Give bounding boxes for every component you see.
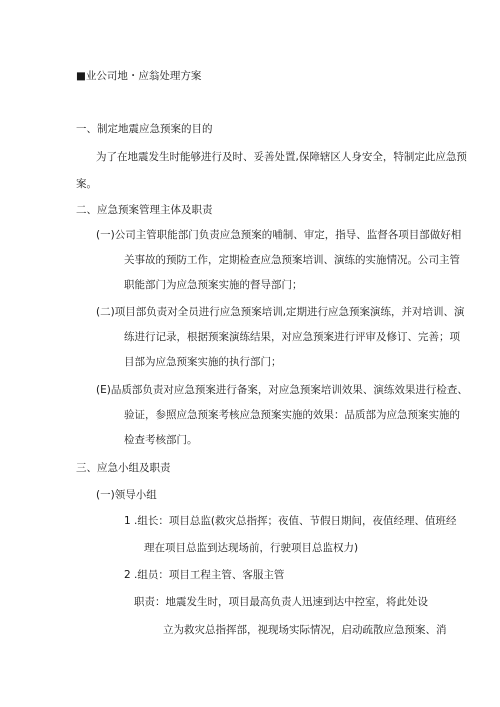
paragraph-line: 为了在地震发生时能够进行及时、妥善处置,保障辖区人身安全，特制定此应急预 bbox=[96, 151, 467, 163]
member-line: 理在项目总监到达现场前，行驶项目总监权力) bbox=[144, 542, 359, 554]
list-item-line: (E)品质部负责对应急预案进行备案，对应急预案培训效果、演练效果进行检查、 bbox=[96, 384, 468, 396]
section-heading: 一、制定地震应急预案的目的 bbox=[76, 123, 213, 135]
list-item-line: 关事故的预防工作，定期检查应急预案培训、演练的实施情况。公司主管 bbox=[124, 254, 460, 266]
list-item-line: 目部为应急预案实施的执行部门； bbox=[124, 356, 282, 368]
section-heading: 三、应急小组及职责 bbox=[76, 462, 171, 474]
list-item-line: (二)项目部负责对全员进行应急预案培训,定期进行应急预案演练，并对培训、演 bbox=[96, 306, 465, 318]
member-line: 1 .组长：项目总监(救灾总指挥；夜值、节假日期间，夜值经理、值班经 bbox=[124, 515, 457, 527]
duty-line: 立为救灾总指挥部，视现场实际情况，启动疏散应急预案、消 bbox=[163, 624, 447, 636]
list-item-line: 验证，参照应急预案考核应急预案实施的效果：品质部为应急预案实施的 bbox=[124, 409, 460, 421]
list-item-line: 检查考核部门。 bbox=[124, 434, 198, 446]
section-heading: 二、应急预案管理主体及职责 bbox=[76, 204, 213, 216]
duty-line: 职责：地震发生时，项目最高负责人迅速到达中控室，将此处设 bbox=[134, 596, 428, 608]
document-title: ■业公司地・应翁处理方案 bbox=[76, 70, 202, 82]
list-item-line: 职能部门为应急预案实施的督导部门； bbox=[124, 279, 303, 291]
list-item-line: (一)公司主管职能部门负责应急预案的哺制、审定，指导、监督各项目部做好相 bbox=[96, 229, 462, 241]
list-item-line: 练进行记录，根据预案演练结果，对应急预案进行评审及修订、完善；项 bbox=[124, 331, 460, 343]
paragraph-line: 案。 bbox=[76, 178, 97, 190]
member-line: 2 .组员：项目工程主管、客服主管 bbox=[124, 569, 285, 581]
sub-heading: (一)领导小组 bbox=[96, 489, 157, 501]
